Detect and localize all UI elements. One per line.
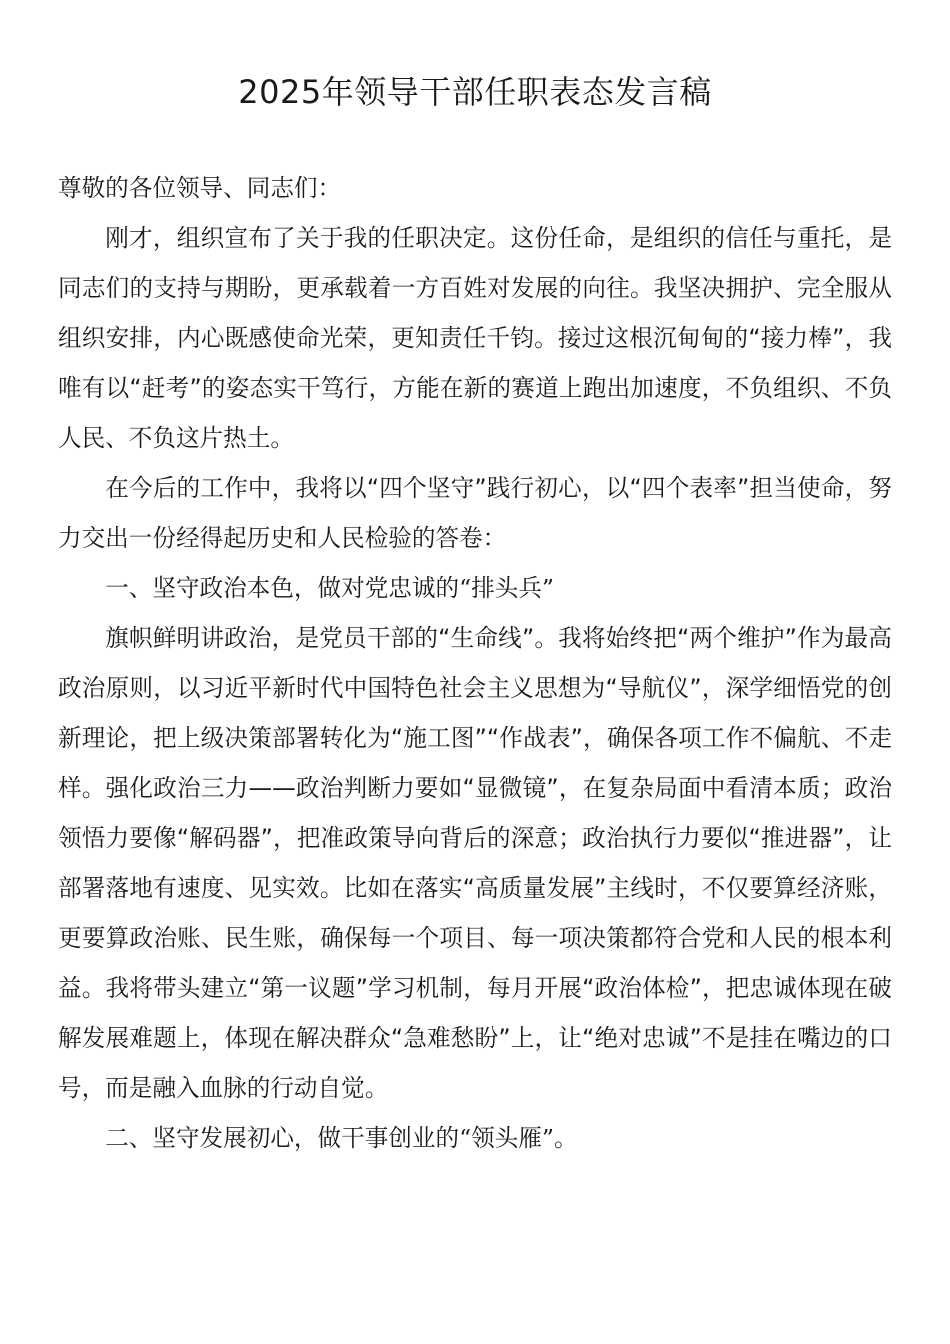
document-body [58,163,892,1163]
document-title: 2025年领导干部任职表态发言稿 [238,73,712,111]
section-heading-2: 二、坚守发展初心，做干事创业的“领头雁”。 [105,1124,578,1152]
section-1-paragraph: 旗帜鲜明讲政治，是党员干部的“生命线”。我将始终把“两个维护”作为最高政治原则，以习近平新时代中国特色社会主义思想为“导航仪”，深学细悟党的创新理论，把上级决策部署转化为“施工图”“作战表”，确保各项工作不偏航、不走样。强化政治三力——政治判断力要如“显微镜”，在复杂局面中看清本质；政治领悟力要像“解码器”，把准政策导向背后的深意；政治执行力要似“推进器”，让部署落地有速度、见实效。比如在落实“高质量发展”主线时，不仅要算经济账，更要算政治账、民生账，确保每一个项目、每一项决策都符合党和人民的根本利益。我将带头建立“第一议题”学习机制，每月开展“政治体检”，把忠诚体现在破解发展难题上，体现在解决群众“急难愁盼”上，让“绝对忠诚”不是挂在嘴边的口号，而是融入血脉的行动自觉。 [58,624,892,1102]
salutation: 尊敬的各位领导、同志们： [58,174,342,202]
section-heading-1: 一、坚守政治本色，做对党忠诚的“排头兵” [105,574,554,602]
paragraph-intro: 刚才，组织宣布了关于我的任职决定。这份任命，是组织的信任与重托，是同志们的支持与期盼，更承载着一方百姓对发展的向往。我坚决拥护、完全服从组织安排，内心既感使命光荣，更知责任千钧。接过这根沉甸甸的“接力棒”，我唯有以“赶考”的姿态实干笃行，方能在新的赛道上跑出加速度，不负组织、不负人民、不负这片热土。 [58,224,892,452]
paragraph-overview: 在今后的工作中，我将以“四个坚守”践行初心，以“四个表率”担当使命，努力交出一份经得起历史和人民检验的答卷： [58,474,892,552]
